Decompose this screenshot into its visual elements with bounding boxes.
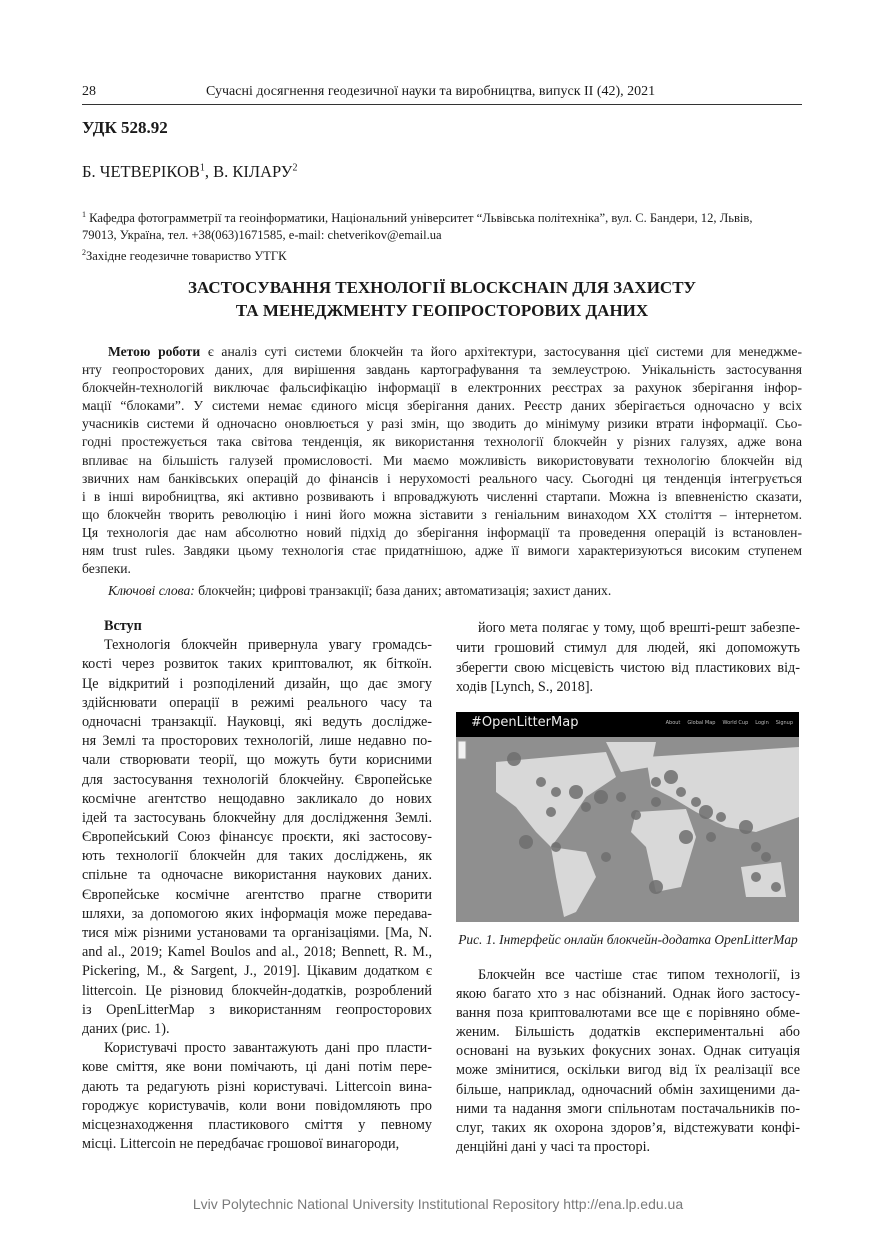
- litter-cluster-marker: [761, 852, 771, 862]
- section-heading: Вступ: [104, 618, 142, 634]
- keywords: [108, 583, 611, 599]
- paragraph-line: космічне агентство нещодавно закликало до нових: [82, 790, 432, 807]
- paragraph-line: and al., 2019; Kamel Boulos and al., 2018; Bennett, R. M.,: [82, 944, 432, 961]
- author-name: В. КІЛАРУ: [213, 162, 293, 181]
- abstract-line: і в інші виробництва, які активно розвивають і впроваджують численні стартапи. Можна із впевненістю сказати,: [82, 488, 802, 504]
- author-sup: 1: [199, 162, 205, 174]
- affiliation-sup: 2: [82, 248, 86, 258]
- paragraph-line: Європейський Союз фінансує проєкти, які застосову-: [82, 829, 432, 846]
- abstract-lead: Метою роботи: [108, 344, 201, 359]
- litter-cluster-marker: [507, 752, 521, 766]
- litter-cluster-marker: [551, 842, 561, 852]
- litter-cluster-marker: [536, 777, 546, 787]
- litter-cluster-marker: [601, 852, 611, 862]
- nav-global-map[interactable]: Global Map: [687, 720, 716, 726]
- abstract-line: звичних нам банківських операцій до фінансів і нерухомості реального часу. Сьогодні ця тенденція інтегрується: [82, 470, 802, 486]
- paragraph-line: здійснювати операції в режимі реального часу та: [82, 694, 432, 711]
- page-number: 28: [82, 84, 96, 99]
- abstract-line: годні простежується така світова тенденція, як використання технології блокчейн у різних галузях, адже вона: [82, 434, 802, 450]
- figure-openlittermap: [456, 712, 799, 922]
- repository-footer: Lviv Polytechnic National University Institutional Repository http://ena.lp.edu.ua: [192, 1196, 684, 1212]
- litter-cluster-marker: [739, 820, 753, 834]
- litter-cluster-marker: [651, 777, 661, 787]
- paragraph-line: даних (рис. 1).: [82, 1020, 170, 1037]
- litter-cluster-marker: [519, 835, 533, 849]
- paragraph-line: женим. Більшість додатків експериментальні або: [456, 1024, 800, 1041]
- paragraph-line: вання поза криптовалютами все ще є порівняно обме-: [456, 1005, 800, 1022]
- figure-caption: Рис. 1. Інтерфейс онлайн блокчейн-додатка OpenLitterMap: [458, 932, 798, 947]
- running-header: [82, 84, 802, 105]
- paragraph-line: ють технології блокчейн для таких досліджень, як: [82, 848, 432, 865]
- app-header: [456, 712, 799, 737]
- author-sup: 2: [292, 162, 298, 174]
- litter-cluster-marker: [649, 880, 663, 894]
- author-name: Б. ЧЕТВЕРІКОВ: [82, 162, 200, 181]
- paragraph-line: городжує користувачів, коли вони повідомляють про: [82, 1097, 432, 1114]
- paragraph-line: денційні дані у часі та просторі.: [456, 1138, 651, 1155]
- paragraph-line: зберегти свою місцевість чистою від пластикових від-: [456, 659, 800, 676]
- paragraph-line: ня Землі та просторових технологій, лише недавно по-: [82, 733, 432, 750]
- nav-signup[interactable]: Signup: [775, 720, 793, 726]
- abstract-line: безпеки.: [82, 561, 131, 577]
- right-column-top: [456, 619, 800, 698]
- paragraph-line: його мета полягає у тому, щоб врешті-решт забезпе-: [478, 620, 800, 636]
- nav-login[interactable]: Login: [755, 720, 769, 726]
- app-nav: [666, 720, 793, 726]
- paragraph-line: кове сміття, яке вони помічають, ці дані потім пере-: [82, 1059, 432, 1076]
- affiliation-line: 79013, Україна, тел. +38(063)1671585, e-mail: chetverikov@email.ua: [82, 228, 442, 243]
- abstract-line: Ця технологія дає нам абсолютно новий підхід до зберігання інформації та проведення операцій із встановлен-: [82, 524, 802, 540]
- authors: Б. ЧЕТВЕРІКОВ$^1$, В. КІЛАРУ$^2$: [82, 162, 298, 181]
- litter-cluster-marker: [664, 770, 678, 784]
- paragraph-line: дають та редагують різні користувачі. Littercoin вина-: [82, 1078, 432, 1095]
- left-column: [82, 617, 432, 1154]
- land-australia: [741, 862, 786, 897]
- paragraph-line: Блокчейн все частіше стає типом технології, із: [478, 967, 800, 983]
- zoom-control: [458, 741, 466, 759]
- affiliation-line: Західне геодезичне товариство УТГК: [86, 249, 287, 264]
- app-title: #OpenLitterMap: [471, 715, 579, 730]
- paragraph-line: чали створювати теорії, що можуть бути корисними: [82, 752, 432, 769]
- paragraph-line: Європейське космічне агентство прагне створити: [82, 886, 432, 903]
- paragraph-line: Pickering, M., & Sargent, J., 2019]. Цікавим додатком є: [82, 963, 432, 980]
- paragraph-line: чити грошовий стимул для людей, які допоможуть: [456, 639, 800, 656]
- paragraph-line: місці. Littercoin не передбачає грошової винагороди,: [82, 1136, 400, 1153]
- world-map: [456, 737, 799, 922]
- litter-cluster-marker: [706, 832, 716, 842]
- litter-cluster-marker: [699, 805, 713, 819]
- paragraph-line: тися між різними установами та організаціями. [Ma, N.: [82, 925, 432, 941]
- litter-cluster-marker: [551, 787, 561, 797]
- litter-cluster-marker: [679, 830, 693, 844]
- paragraph-line: спільне та одночасне використання наукових даних.: [82, 867, 432, 884]
- abstract-line: учасників системи й одночасно оновлюється у разі змін, що зводить до мінімуму ризики втрати інформації. Сьо-: [82, 416, 802, 432]
- litter-cluster-marker: [594, 790, 608, 804]
- abstract-text: є аналіз суті системи блокчейн та його архітектури, застосування цієї системи для менеджме-: [200, 344, 802, 359]
- abstract-line: нту геопросторових даних, для вирішення завдань картографування та землеустрою. Унікальність застосування: [82, 362, 802, 378]
- litter-cluster-marker: [751, 842, 761, 852]
- paragraph-line: може змінитися, оскільки вигод від їх реалізації все: [456, 1062, 800, 1079]
- paragraph-line: слуг, таких як охорона здоров’я, відстежувати конфі-: [456, 1119, 800, 1136]
- right-column-bottom: [456, 966, 800, 1157]
- paragraph-line: більше, наприклад, одночасний обмін захищеними да-: [456, 1081, 800, 1098]
- paragraph-line: ними та надання змоги спільнотам постачальників по-: [456, 1100, 800, 1117]
- litter-cluster-marker: [691, 797, 701, 807]
- affiliations: [82, 206, 802, 265]
- litter-cluster-marker: [546, 807, 556, 817]
- abstract-line: [82, 343, 802, 361]
- paragraph-line: Технологія блокчейн привернула увагу громадсь-: [104, 637, 432, 654]
- litter-cluster-marker: [771, 882, 781, 892]
- paragraph-line: якою багато хто з нас обізнаний. Однак його застосу-: [456, 986, 800, 1003]
- abstract: [82, 343, 802, 578]
- article-title: [82, 276, 802, 322]
- nav-world-cup[interactable]: World Cup: [722, 720, 749, 726]
- abstract-line: блокчейн-технологій виключає фальсифікацію інформації в електронних реєстрах за рахунок зберігання інфор-: [82, 380, 802, 396]
- litter-cluster-marker: [651, 797, 661, 807]
- title-line: ЗАСТОСУВАННЯ ТЕХНОЛОГІЇ BLOCKCHAIN ДЛЯ ЗАХИСТУ: [187, 278, 697, 297]
- title-line: ТА МЕНЕДЖМЕНТУ ГЕОПРОСТОРОВИХ ДАНИХ: [235, 301, 649, 320]
- paragraph-line: місцезнаходження пластикового сміття у певному: [82, 1116, 432, 1133]
- paragraph-line: кості через розвиток таких криптовалют, як біткоїн.: [82, 656, 432, 673]
- nav-about[interactable]: About: [665, 720, 681, 726]
- udk-code: УДК 528.92: [82, 118, 168, 137]
- litter-cluster-marker: [676, 787, 686, 797]
- paragraph-line: із OpenLitterMap з використанням геопросторових: [82, 1001, 432, 1018]
- litter-cluster-marker: [581, 802, 591, 812]
- affiliation-sup: 1: [82, 210, 86, 219]
- litter-cluster-marker: [616, 792, 626, 802]
- litter-cluster-marker: [569, 785, 583, 799]
- abstract-line: впливає на більшість галузей промисловості. Ми маємо можливість використовувати технологію блокчейн від: [82, 452, 802, 468]
- paragraph-line: для застосування технологій блокчейну. Європейське: [82, 771, 432, 788]
- paragraph-line: Користувачі просто завантажують дані про пласти-: [104, 1040, 432, 1057]
- paragraph-line: Це відкритий і розподілений дизайн, що дає змогу: [82, 675, 432, 692]
- litter-cluster-marker: [716, 812, 726, 822]
- abstract-line: мації “блоками”. У системи немає єдиного місця зберігання даних. Реєстр даних зберігається одночасно у всіх: [82, 398, 802, 414]
- litter-cluster-marker: [631, 810, 641, 820]
- paragraph-line: одночасні транзакції. Науковці, які ведуть дослідже-: [82, 713, 432, 730]
- paragraph-line: littercoin. Це різновид блокчейн-додатків, розроблений: [82, 982, 432, 999]
- keywords-list: блокчейн; цифрові транзакції; база даних; автоматизація; захист даних.: [194, 583, 612, 598]
- paragraph-line: ходів [Lynch, S., 2018].: [456, 679, 594, 696]
- abstract-line: ням trust rules. Завдяки цьому технологія стає придатнішою, адже її вимоги характеризуються високим ступенем: [82, 543, 802, 559]
- journal-title: Сучасні досягнення геодезичної науки та виробництва, випуск II (42), 2021: [206, 84, 656, 99]
- paragraph-line: основані на вузьких фокусних зонах. Однак ситуація: [456, 1043, 800, 1060]
- litter-cluster-marker: [751, 872, 761, 882]
- paragraph-line: ідей та застосувань блокчейну для дослідження Землі.: [82, 809, 432, 826]
- paragraph-line: шляхи, за допомогою яких інформація може передава-: [82, 905, 432, 922]
- affiliation-line: Кафедра фотограмметрії та геоінформатики, Національний університет “Львівська політехніка”, вул. С. Бандери, 12, Львів,: [89, 211, 753, 226]
- abstract-line: що блокчейн творить революцію і нині його можна зіставити з геніальним винаходом XX століття – інтернетом.: [82, 506, 802, 522]
- keywords-label: Ключові слова:: [108, 583, 195, 598]
